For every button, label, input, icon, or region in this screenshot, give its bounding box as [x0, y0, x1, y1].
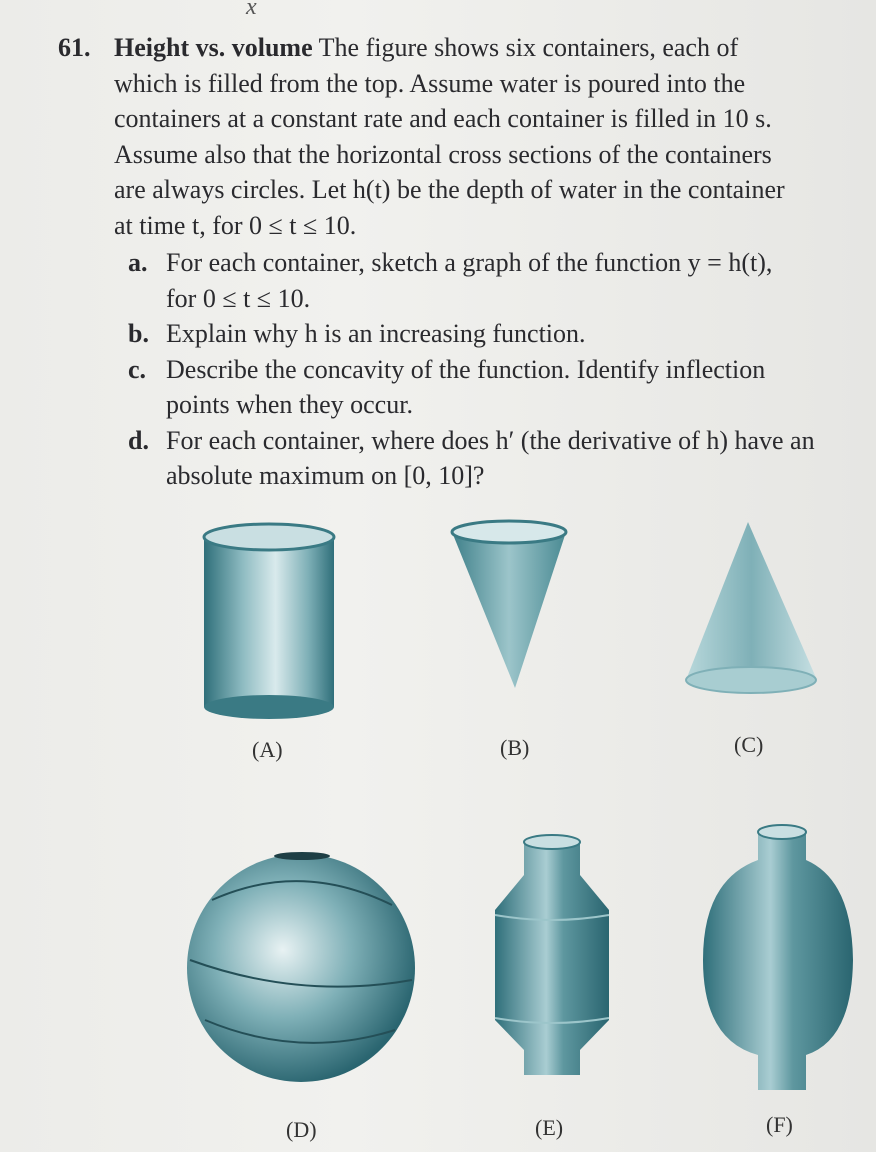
container-e-vase: [495, 835, 609, 1075]
problem-number: 61.: [58, 33, 91, 62]
part-b: b. Explain why h is an increasing function.: [128, 319, 586, 348]
stem-line: containers at a constant rate and each container is filled in 10 s.: [114, 104, 772, 133]
label-e: (E): [535, 1115, 564, 1140]
top-mark: x: [246, 0, 257, 20]
part-c: c. Describe the concavity of the function. Identify inflection points when they occur.: [128, 354, 766, 419]
stem-line: Height vs. volume The figure shows six containers, each of: [114, 33, 739, 62]
problem-title: Height vs. volume: [114, 33, 313, 62]
container-c-cone: [686, 522, 817, 693]
stem-line: Assume also that the horizontal cross sections of the containers: [114, 139, 772, 169]
container-b-inverted-cone: [452, 521, 566, 688]
part-d: d. For each container, where does h′ (the derivative of h) have an absolute maximum on [0, 10]?: [128, 425, 815, 490]
part-a: a. For each container, sketch a graph of the function y = h(t), for 0 ≤ t ≤ 10.: [128, 248, 773, 313]
label-d: (D): [286, 1117, 317, 1142]
label-a: (A): [252, 737, 283, 762]
stem-line: which is filled from the top. Assume water is poured into the: [114, 68, 746, 98]
stem-line: are always circles. Let h(t) be the depth of water in the container: [114, 175, 785, 204]
container-d-sphere: [187, 852, 415, 1082]
label-b: (B): [500, 735, 530, 760]
container-a-cylinder: [204, 524, 334, 719]
label-c: (C): [734, 732, 764, 757]
container-f-vase: [703, 825, 853, 1090]
stem-line: at time t, for 0 ≤ t ≤ 10.: [114, 210, 357, 240]
label-f: (F): [766, 1112, 793, 1137]
